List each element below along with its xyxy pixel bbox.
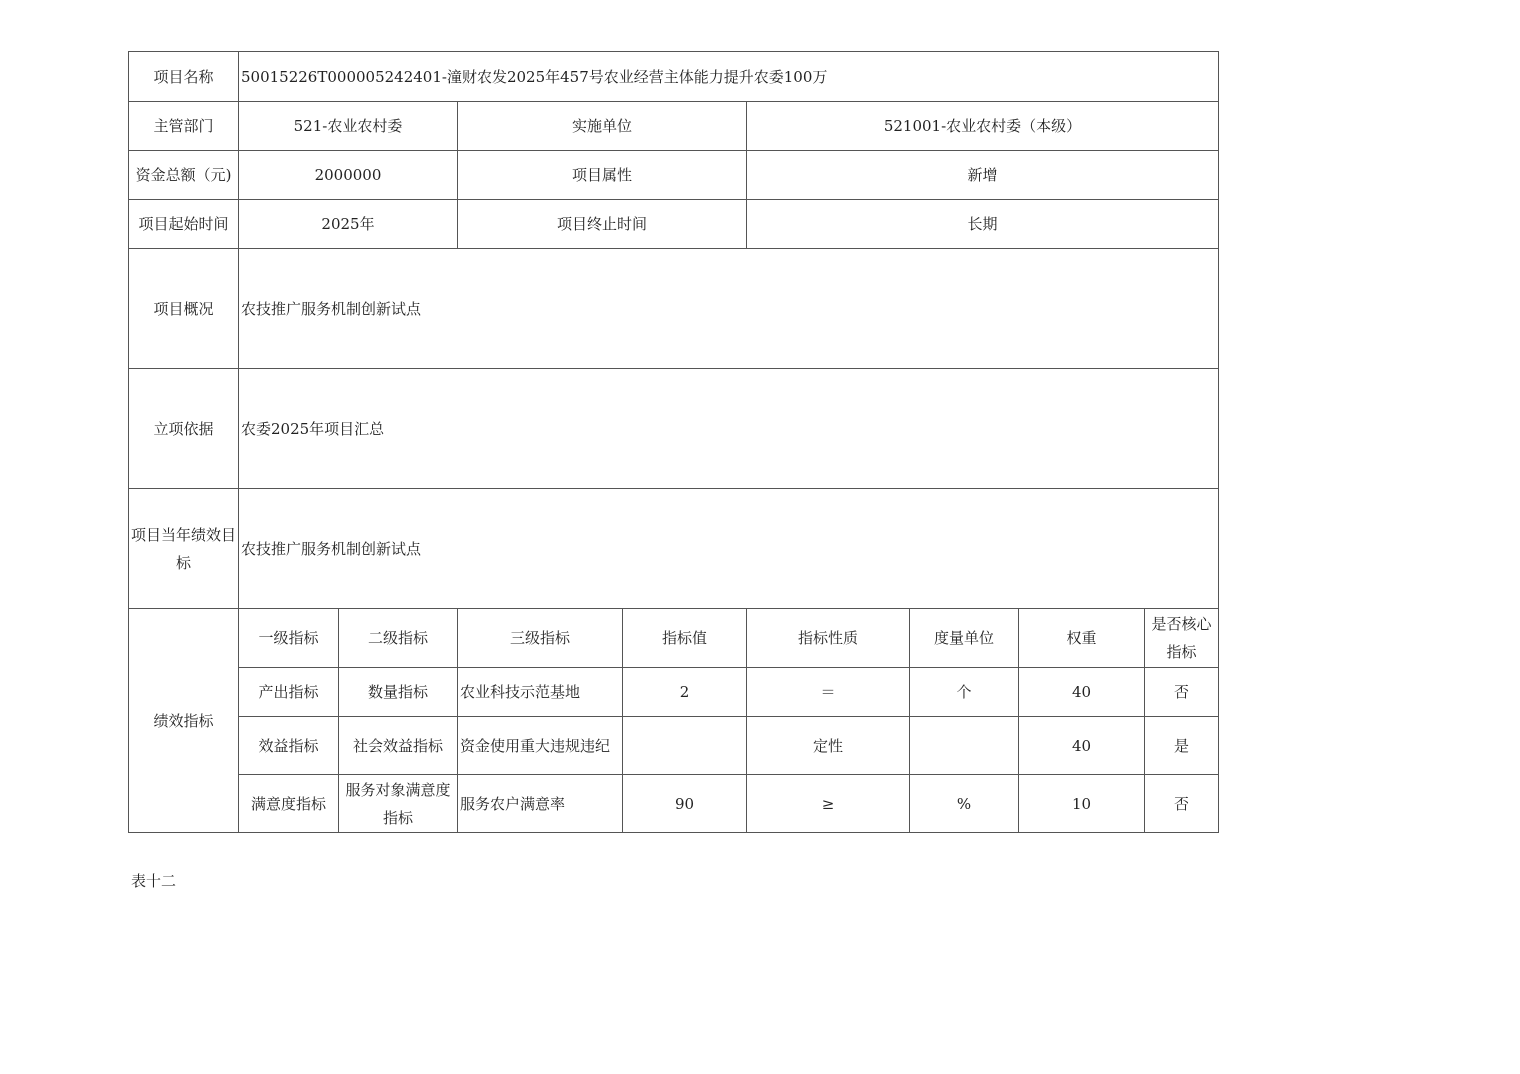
perf-header-cell: 一级指标 xyxy=(239,609,339,668)
perf-cell: 2 xyxy=(623,668,747,717)
row-basis xyxy=(129,369,1219,489)
perf-cell: 90 xyxy=(623,775,747,833)
perf-cell: 10 xyxy=(1019,775,1145,833)
perf-cell: 定性 xyxy=(747,717,910,775)
perf-row xyxy=(129,775,1219,833)
perf-row xyxy=(129,668,1219,717)
perf-cell: 否 xyxy=(1145,775,1219,833)
row-period xyxy=(129,200,1219,249)
fund-value: 2000000 xyxy=(239,151,458,200)
attr-label: 项目属性 xyxy=(458,151,747,200)
perf-header-row xyxy=(129,609,1219,668)
perf-cell: 产出指标 xyxy=(239,668,339,717)
overview-label: 项目概况 xyxy=(129,249,239,369)
table-number-note: 表十二 xyxy=(131,872,177,890)
perf-cell: 资金使用重大违规违纪 xyxy=(458,717,623,775)
perf-cell: 社会效益指标 xyxy=(339,717,458,775)
perf-cell: 否 xyxy=(1145,668,1219,717)
attr-value: 新增 xyxy=(747,151,1219,200)
end-value: 长期 xyxy=(747,200,1219,249)
perf-cell: 满意度指标 xyxy=(239,775,339,833)
perf-header-cell: 权重 xyxy=(1019,609,1145,668)
perf-cell: 服务对象满意度指标 xyxy=(339,775,458,833)
perf-cell: 40 xyxy=(1019,717,1145,775)
perf-cell xyxy=(623,717,747,775)
perf-cell: 个 xyxy=(910,668,1019,717)
perf-label: 绩效指标 xyxy=(129,609,239,833)
dept-label: 主管部门 xyxy=(129,102,239,151)
perf-cell: ＝ xyxy=(747,668,910,717)
perf-header-cell: 三级指标 xyxy=(458,609,623,668)
project-table xyxy=(128,51,1219,833)
perf-cell xyxy=(910,717,1019,775)
impl-unit-value: 521001-农业农村委（本级） xyxy=(747,102,1219,151)
perf-cell: 服务农户满意率 xyxy=(458,775,623,833)
perf-header-cell: 指标值 xyxy=(623,609,747,668)
project-name-label: 项目名称 xyxy=(129,52,239,102)
overview-value: 农技推广服务机制创新试点 xyxy=(239,249,1219,369)
start-label: 项目起始时间 xyxy=(129,200,239,249)
perf-cell: 是 xyxy=(1145,717,1219,775)
start-value: 2025年 xyxy=(239,200,458,249)
basis-label: 立项依据 xyxy=(129,369,239,489)
perf-header-cell: 度量单位 xyxy=(910,609,1019,668)
perf-cell: 农业科技示范基地 xyxy=(458,668,623,717)
perf-cell: 效益指标 xyxy=(239,717,339,775)
perf-cell: ≥ xyxy=(747,775,910,833)
perf-cell: % xyxy=(910,775,1019,833)
row-goal xyxy=(129,489,1219,609)
row-overview xyxy=(129,249,1219,369)
perf-cell: 数量指标 xyxy=(339,668,458,717)
goal-label: 项目当年绩效目标 xyxy=(129,489,239,609)
impl-unit-label: 实施单位 xyxy=(458,102,747,151)
goal-value: 农技推广服务机制创新试点 xyxy=(239,489,1219,609)
perf-cell: 40 xyxy=(1019,668,1145,717)
row-dept xyxy=(129,102,1219,151)
project-name-value: 50015226T000005242401-潼财农发2025年457号农业经营主体能力提升农委100万 xyxy=(239,52,1219,102)
fund-label: 资金总额（元) xyxy=(129,151,239,200)
row-fund xyxy=(129,151,1219,200)
perf-row xyxy=(129,717,1219,775)
dept-value: 521-农业农村委 xyxy=(239,102,458,151)
perf-header-cell: 二级指标 xyxy=(339,609,458,668)
basis-value: 农委2025年项目汇总 xyxy=(239,369,1219,489)
perf-header-cell: 指标性质 xyxy=(747,609,910,668)
perf-header-cell: 是否核心指标 xyxy=(1145,609,1219,668)
row-project-name xyxy=(129,52,1219,102)
end-label: 项目终止时间 xyxy=(458,200,747,249)
